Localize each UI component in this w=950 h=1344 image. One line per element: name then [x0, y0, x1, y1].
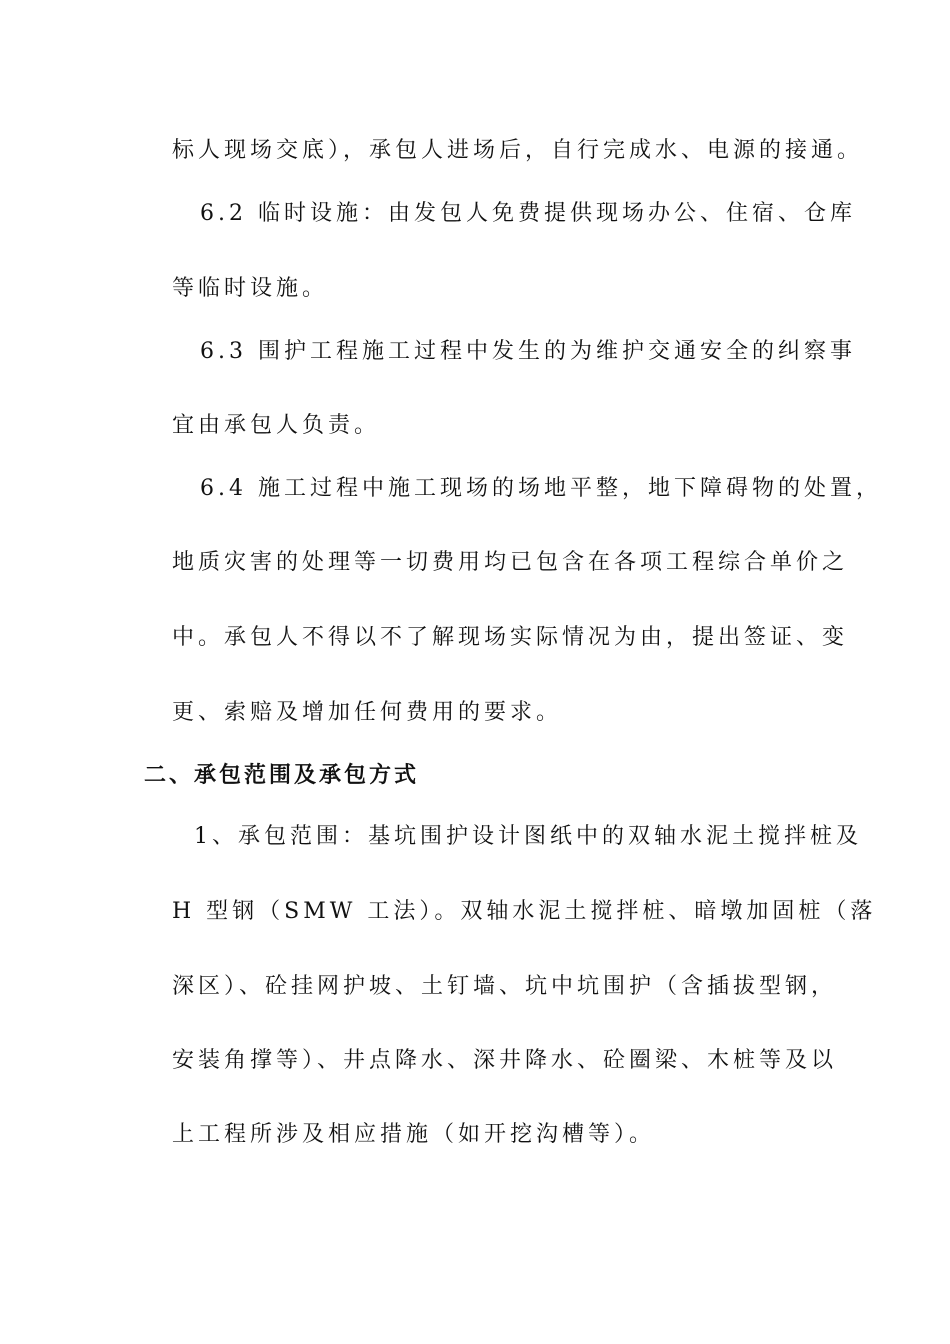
paragraph-line: 6.3 围护工程施工过程中发生的为维护交通安全的纠察事	[200, 339, 856, 364]
paragraph-line: 6.2 临时设施：由发包人免费提供现场办公、住宿、仓库	[200, 201, 856, 226]
paragraph-line: 1、承包范围：基坑围护设计图纸中的双轴水泥土搅拌桩及	[194, 824, 862, 849]
paragraph-line: H 型钢（SMW 工法）。双轴水泥土搅拌桩、暗墩加固桩（落	[172, 899, 877, 924]
section-heading: 二、承包范围及承包方式	[144, 762, 420, 788]
paragraph-line: 中。承包人不得以不了解现场实际情况为由，提出签证、变	[172, 625, 849, 650]
paragraph-line: 等临时设施。	[172, 276, 329, 301]
paragraph-line: 上工程所涉及相应措施（如开挖沟槽等）。	[172, 1122, 656, 1147]
paragraph-line: 6.4 施工过程中施工现场的场地平整，地下障碍物的处置，	[200, 476, 882, 501]
paragraph-line: 安装角撑等）、井点降水、深井降水、砼圈梁、木桩等及以	[172, 1048, 838, 1073]
paragraph-line: 标人现场交底），承包人进场后，自行完成水、电源的接通。	[172, 138, 864, 163]
paragraph-line: 更、索赔及增加任何费用的要求。	[172, 700, 563, 725]
paragraph-line: 宜由承包人负责。	[172, 413, 381, 438]
paragraph-line: 深区）、砼挂网护坡、土钉墙、坑中坑围护（含插拔型钢，	[172, 974, 838, 999]
paragraph-line: 地质灾害的处理等一切费用均已包含在各项工程综合单价之	[172, 550, 849, 575]
